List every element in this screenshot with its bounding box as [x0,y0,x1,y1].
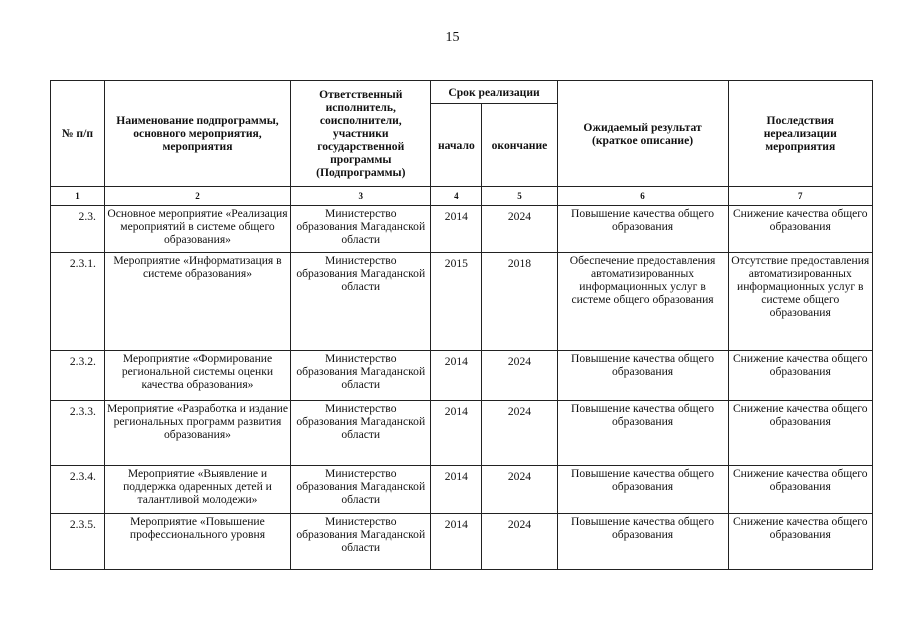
table-row [51,514,873,570]
row-result: Повышение качества общего образования [557,466,728,514]
row-responsible: Министерство образования Магаданской области [291,401,431,466]
row-result: Повышение качества общего образования [557,206,728,253]
table-row [51,351,873,401]
row-responsible: Министерство образования Магаданской области [291,252,431,350]
page-number: 15 [445,30,460,45]
row-responsible: Министерство образования Магаданской области [291,514,431,570]
row-end: 2024 [482,351,557,401]
row-start: 2014 [431,351,482,401]
header-start: начало [431,104,482,187]
row-name: Основное мероприятие «Реализация мероприятий в системе общего образования» [104,206,290,253]
table-row [51,252,873,350]
row-name: Мероприятие «Выявление и поддержка одаренных детей и талантливой молодежи» [104,466,290,514]
table-row [51,401,873,466]
row-name: Мероприятие «Формирование региональной системы оценки качества образования» [104,351,290,401]
row-responsible: Министерство образования Магаданской области [291,466,431,514]
program-table [50,80,873,570]
row-number: 2.3.1. [51,252,105,350]
table-row [51,206,873,253]
column-number: 1 [51,187,105,206]
row-consequences: Снижение качества общего образования [728,351,873,401]
row-start: 2014 [431,401,482,466]
row-end: 2018 [482,252,557,350]
row-consequences: Снижение качества общего образования [728,466,873,514]
row-end: 2024 [482,206,557,253]
row-name: Мероприятие «Повышение профессионального уровня [104,514,290,570]
row-consequences: Снижение качества общего образования [728,401,873,466]
header-end: окончание [482,104,557,187]
row-name: Мероприятие «Разработка и издание региональных программ развития образования» [104,401,290,466]
table-row [51,466,873,514]
column-number: 2 [104,187,290,206]
header-result: Ожидаемый результат (краткое описание) [557,81,728,187]
row-result: Повышение качества общего образования [557,351,728,401]
row-start: 2014 [431,206,482,253]
column-number: 5 [482,187,557,206]
column-number: 7 [728,187,873,206]
row-responsible: Министерство образования Магаданской области [291,206,431,253]
row-number: 2.3. [51,206,105,253]
row-result: Повышение качества общего образования [557,401,728,466]
row-number: 2.3.5. [51,514,105,570]
row-responsible: Министерство образования Магаданской области [291,351,431,401]
row-number: 2.3.2. [51,351,105,401]
column-number: 3 [291,187,431,206]
row-end: 2024 [482,466,557,514]
row-result: Обеспечение предоставления автоматизированных информационных услуг в системе общего образования [557,252,728,350]
row-start: 2014 [431,466,482,514]
row-number: 2.3.4. [51,466,105,514]
row-start: 2015 [431,252,482,350]
header-term: Срок реализации [431,81,557,104]
header-consequences: Последствия нереализации мероприятия [728,81,873,187]
row-name: Мероприятие «Информатизация в системе образования» [104,252,290,350]
header-name: Наименование подпрограммы, основного мероприятия, мероприятия [104,81,290,187]
column-number: 6 [557,187,728,206]
row-consequences: Снижение качества общего образования [728,206,873,253]
column-number-row [51,187,873,206]
row-consequences: Снижение качества общего образования [728,514,873,570]
column-number: 4 [431,187,482,206]
header-num: № п/п [51,81,105,187]
row-result: Повышение качества общего образования [557,514,728,570]
header-responsible: Ответственный исполнитель, соисполнители, участники государственной программы (Подпрограммы) [291,81,431,187]
row-number: 2.3.3. [51,401,105,466]
row-end: 2024 [482,514,557,570]
row-start: 2014 [431,514,482,570]
row-end: 2024 [482,401,557,466]
row-consequences: Отсутствие предоставления автоматизированных информационных услуг в системе общего образования [728,252,873,350]
